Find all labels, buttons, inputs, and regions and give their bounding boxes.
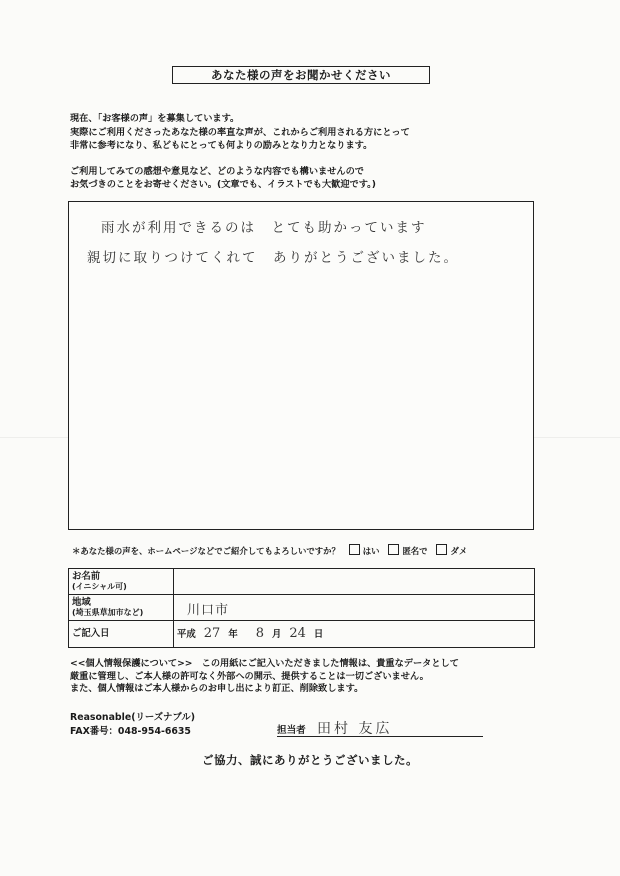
intro-line: 非常に参考になり、私どもにとっても何よりの励みとなり力となります。 xyxy=(70,140,373,151)
intro-text xyxy=(70,112,410,192)
privacy-line: 厳重に管理し、ご本人様の許可なく外部への開示、提供することは一切ございません。 xyxy=(70,670,429,682)
thank-you-message: ご協力、誠にありがとうございました。 xyxy=(202,753,418,767)
staff-name: 田村 友広 xyxy=(317,721,393,737)
era-label: 平成 xyxy=(177,629,196,640)
form-title: あなた様の声をお聞かせください xyxy=(172,66,430,84)
area-row xyxy=(69,594,534,621)
company-fax: FAX番号：048-954-6635 xyxy=(70,726,191,737)
handwritten-comment-line: 雨水が利用できるのは とても助かっています xyxy=(101,220,427,236)
date-row xyxy=(69,620,534,647)
date-label: ご記入日 xyxy=(72,628,110,639)
privacy-line: また、個人情報はご本人様からのお申し出により訂正、削除致します。 xyxy=(70,683,364,694)
day-unit: 日 xyxy=(313,629,324,640)
handwritten-comment-line: 親切に取りつけてくれて ありがとうございました。 xyxy=(87,250,459,266)
company-name: Reasonable(リーズナブル) xyxy=(70,712,195,723)
company-info xyxy=(70,711,195,739)
staff-signature xyxy=(277,718,483,737)
consent-anonymous-checkbox[interactable] xyxy=(388,544,399,555)
month-value: 8 xyxy=(255,626,264,641)
consent-no-checkbox[interactable] xyxy=(436,544,447,555)
name-field[interactable] xyxy=(175,569,531,593)
intro-line: ご利用してみての感想や意見など、どのような内容でも構いませんので xyxy=(70,165,364,177)
area-label: 地域 (埼玉県草加市など) xyxy=(72,597,144,617)
year-unit: 年 xyxy=(228,629,238,640)
name-label: お名前 (イニシャル可) xyxy=(72,571,127,591)
area-field[interactable]: 川口市 xyxy=(187,603,230,618)
consent-anonymous-label: 匿名で xyxy=(402,546,428,556)
month-unit: 月 xyxy=(271,629,282,640)
date-field[interactable] xyxy=(177,626,323,641)
consent-yes-checkbox[interactable] xyxy=(349,544,360,555)
intro-line: お気づきのことをお寄せください。(文章でも、イラストでも大歓迎です。) xyxy=(70,179,376,190)
privacy-line: <<個人情報保護について>> この用紙にご記入いただきました情報は、貴重なデータとして xyxy=(70,658,459,669)
name-row xyxy=(69,569,534,594)
consent-yes-label: はい xyxy=(362,546,380,556)
customer-info-table xyxy=(68,568,535,648)
consent-no-label: ダメ xyxy=(450,546,468,556)
day-value: 24 xyxy=(289,626,306,641)
area-sublabel: (埼玉県草加市など) xyxy=(72,608,144,617)
year-value: 27 xyxy=(203,626,221,641)
comment-box[interactable] xyxy=(68,201,534,530)
staff-label: 担当者 xyxy=(277,725,306,736)
intro-line: 現在、「お客様の声」を募集しています。 xyxy=(70,113,240,124)
name-sublabel: (イニシャル可) xyxy=(72,582,127,591)
privacy-notice xyxy=(70,658,459,696)
publish-consent xyxy=(72,544,467,557)
intro-line: 実際にご利用くださったあなた様の率直な声が、これからご利用される方にとって xyxy=(70,126,410,138)
consent-question: ＊あなた様の声を、ホームページなどでご紹介してもよろしいですか？ xyxy=(72,546,340,556)
